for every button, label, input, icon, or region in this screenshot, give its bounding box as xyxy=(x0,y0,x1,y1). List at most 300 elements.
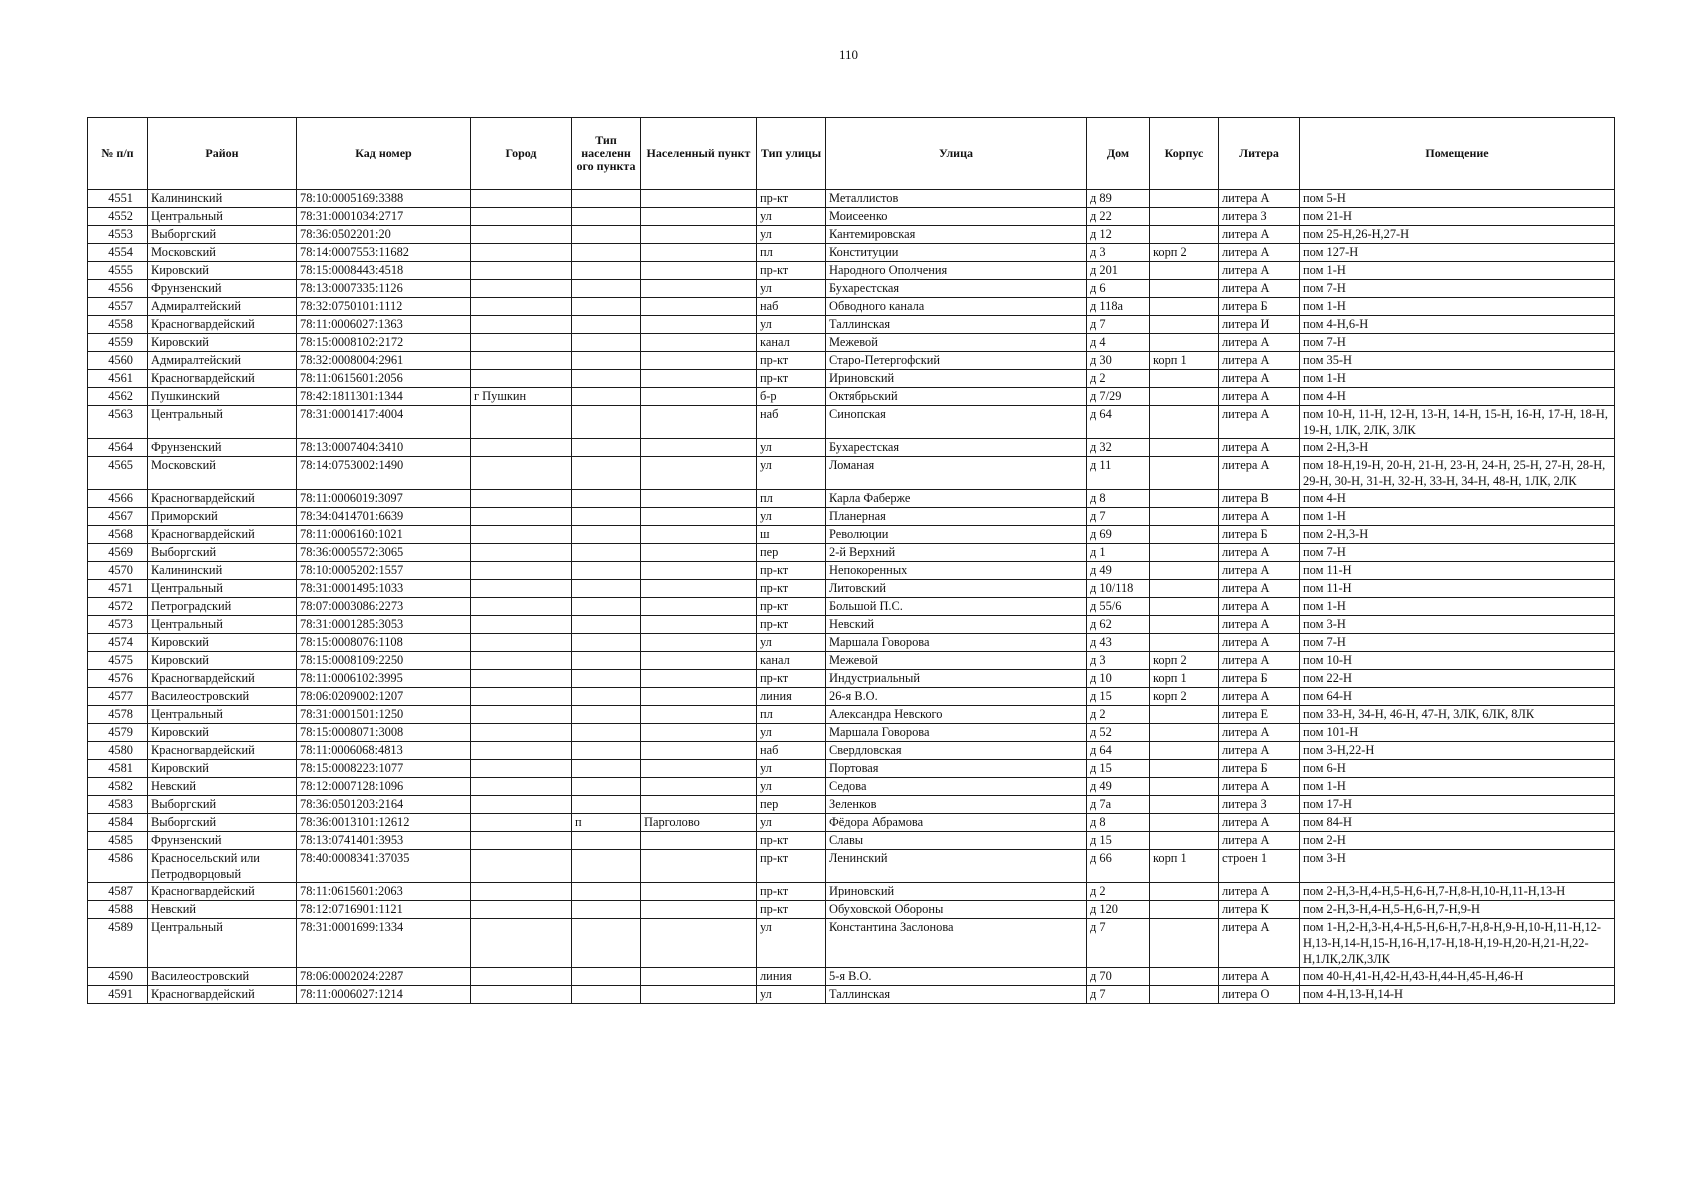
settlement-cell xyxy=(641,919,757,968)
settlement-type-cell xyxy=(572,652,641,670)
street-type-cell: пр-кт xyxy=(757,562,826,580)
district-cell: Кировский xyxy=(148,760,297,778)
street-type-cell: наб xyxy=(757,298,826,316)
street-cell: Зеленков xyxy=(826,796,1087,814)
street-cell: Обводного канала xyxy=(826,298,1087,316)
table-row xyxy=(88,316,1615,334)
premises-cell: пом 127-Н xyxy=(1300,244,1615,262)
street-cell: Карла Фаберже xyxy=(826,490,1087,508)
table-row xyxy=(88,760,1615,778)
street-cell: Константина Заслонова xyxy=(826,919,1087,968)
letter-cell: литера А xyxy=(1219,352,1300,370)
city-cell xyxy=(471,208,572,226)
letter-cell: литера А xyxy=(1219,919,1300,968)
city-cell xyxy=(471,850,572,883)
house-cell: д 10 xyxy=(1087,670,1150,688)
settlement-type-cell xyxy=(572,244,641,262)
settlement-type-cell xyxy=(572,688,641,706)
settlement-type-cell xyxy=(572,316,641,334)
letter-cell: литера Б xyxy=(1219,760,1300,778)
cadastral-number-cell: 78:15:0008443:4518 xyxy=(297,262,471,280)
street-type-cell: ул xyxy=(757,208,826,226)
street-cell: Бухарестская xyxy=(826,439,1087,457)
letter-cell: литера А xyxy=(1219,616,1300,634)
street-type-cell: линия xyxy=(757,968,826,986)
street-type-cell: пр-кт xyxy=(757,352,826,370)
city-cell xyxy=(471,406,572,439)
building-cell: корп 1 xyxy=(1150,850,1219,883)
page-number: 110 xyxy=(838,47,859,62)
table-row xyxy=(88,652,1615,670)
column-header: Литера xyxy=(1219,118,1300,190)
building-cell xyxy=(1150,580,1219,598)
house-cell: д 49 xyxy=(1087,778,1150,796)
settlement-cell xyxy=(641,280,757,298)
street-cell: 26-я В.О. xyxy=(826,688,1087,706)
row-number-cell: 4589 xyxy=(88,919,148,968)
column-header: Кад номер xyxy=(297,118,471,190)
city-cell xyxy=(471,280,572,298)
letter-cell: литера А xyxy=(1219,226,1300,244)
table-row xyxy=(88,370,1615,388)
table-row xyxy=(88,670,1615,688)
premises-cell: пом 17-Н xyxy=(1300,796,1615,814)
cadastral-number-cell: 78:36:0013101:12612 xyxy=(297,814,471,832)
house-cell: д 30 xyxy=(1087,352,1150,370)
street-cell: Маршала Говорова xyxy=(826,634,1087,652)
settlement-type-cell xyxy=(572,406,641,439)
table-row xyxy=(88,562,1615,580)
settlement-type-cell xyxy=(572,883,641,901)
house-cell: д 7 xyxy=(1087,919,1150,968)
column-header: Населенный пункт xyxy=(641,118,757,190)
house-cell: д 66 xyxy=(1087,850,1150,883)
district-cell: Адмиралтейский xyxy=(148,298,297,316)
building-cell xyxy=(1150,616,1219,634)
cadastral-number-cell: 78:11:0006068:4813 xyxy=(297,742,471,760)
row-number-cell: 4558 xyxy=(88,316,148,334)
letter-cell: литера А xyxy=(1219,280,1300,298)
settlement-type-cell xyxy=(572,226,641,244)
cadastral-number-cell: 78:06:0209002:1207 xyxy=(297,688,471,706)
table-row xyxy=(88,352,1615,370)
settlement-cell xyxy=(641,457,757,490)
letter-cell: литера З xyxy=(1219,796,1300,814)
settlement-type-cell xyxy=(572,298,641,316)
district-cell: Петроградский xyxy=(148,598,297,616)
street-type-cell: пр-кт xyxy=(757,901,826,919)
settlement-cell xyxy=(641,262,757,280)
street-cell: Индустриальный xyxy=(826,670,1087,688)
street-type-cell: канал xyxy=(757,334,826,352)
registry-table-container xyxy=(87,117,1614,1004)
settlement-type-cell xyxy=(572,634,641,652)
table-row xyxy=(88,778,1615,796)
table-row xyxy=(88,598,1615,616)
city-cell xyxy=(471,968,572,986)
cadastral-number-cell: 78:11:0006102:3995 xyxy=(297,670,471,688)
row-number-cell: 4585 xyxy=(88,832,148,850)
building-cell xyxy=(1150,439,1219,457)
row-number-cell: 4556 xyxy=(88,280,148,298)
row-number-cell: 4567 xyxy=(88,508,148,526)
letter-cell: литера А xyxy=(1219,742,1300,760)
street-type-cell: ул xyxy=(757,634,826,652)
city-cell xyxy=(471,796,572,814)
street-cell: 2-й Верхний xyxy=(826,544,1087,562)
street-type-cell: пр-кт xyxy=(757,832,826,850)
building-cell xyxy=(1150,406,1219,439)
district-cell: Пушкинский xyxy=(148,388,297,406)
settlement-type-cell xyxy=(572,796,641,814)
premises-cell: пом 1-Н xyxy=(1300,508,1615,526)
table-row xyxy=(88,919,1615,968)
table-row xyxy=(88,883,1615,901)
house-cell: д 4 xyxy=(1087,334,1150,352)
house-cell: д 2 xyxy=(1087,706,1150,724)
cadastral-number-cell: 78:10:0005202:1557 xyxy=(297,562,471,580)
house-cell: д 120 xyxy=(1087,901,1150,919)
cadastral-number-cell: 78:31:0001034:2717 xyxy=(297,208,471,226)
building-cell xyxy=(1150,262,1219,280)
city-cell xyxy=(471,919,572,968)
row-number-cell: 4577 xyxy=(88,688,148,706)
building-cell xyxy=(1150,508,1219,526)
house-cell: д 2 xyxy=(1087,883,1150,901)
building-cell: корп 2 xyxy=(1150,244,1219,262)
premises-cell: пом 1-Н xyxy=(1300,778,1615,796)
district-cell: Красногвардейский xyxy=(148,526,297,544)
settlement-cell xyxy=(641,508,757,526)
building-cell xyxy=(1150,226,1219,244)
letter-cell: литера А xyxy=(1219,688,1300,706)
settlement-type-cell xyxy=(572,457,641,490)
settlement-type-cell xyxy=(572,778,641,796)
house-cell: д 55/6 xyxy=(1087,598,1150,616)
house-cell: д 32 xyxy=(1087,439,1150,457)
city-cell xyxy=(471,742,572,760)
row-number-cell: 4587 xyxy=(88,883,148,901)
house-cell: д 6 xyxy=(1087,280,1150,298)
building-cell xyxy=(1150,208,1219,226)
cadastral-number-cell: 78:42:1811301:1344 xyxy=(297,388,471,406)
street-cell: Славы xyxy=(826,832,1087,850)
district-cell: Фрунзенский xyxy=(148,439,297,457)
district-cell: Фрунзенский xyxy=(148,832,297,850)
house-cell: д 1 xyxy=(1087,544,1150,562)
district-cell: Калининский xyxy=(148,190,297,208)
table-row xyxy=(88,688,1615,706)
settlement-type-cell: п xyxy=(572,814,641,832)
building-cell xyxy=(1150,598,1219,616)
premises-cell: пом 3-Н,22-Н xyxy=(1300,742,1615,760)
street-type-cell: пр-кт xyxy=(757,190,826,208)
settlement-type-cell xyxy=(572,562,641,580)
street-cell: Большой П.С. xyxy=(826,598,1087,616)
house-cell: д 15 xyxy=(1087,760,1150,778)
city-cell xyxy=(471,598,572,616)
settlement-cell xyxy=(641,526,757,544)
house-cell: д 118а xyxy=(1087,298,1150,316)
house-cell: д 89 xyxy=(1087,190,1150,208)
premises-cell: пом 7-Н xyxy=(1300,334,1615,352)
row-number-cell: 4591 xyxy=(88,986,148,1004)
premises-cell: пом 10-Н xyxy=(1300,652,1615,670)
row-number-cell: 4557 xyxy=(88,298,148,316)
premises-cell: пом 101-Н xyxy=(1300,724,1615,742)
district-cell: Выборгский xyxy=(148,544,297,562)
cadastral-number-cell: 78:12:0716901:1121 xyxy=(297,901,471,919)
building-cell xyxy=(1150,814,1219,832)
letter-cell: литера Б xyxy=(1219,526,1300,544)
letter-cell: литера И xyxy=(1219,316,1300,334)
district-cell: Красногвардейский xyxy=(148,986,297,1004)
row-number-cell: 4575 xyxy=(88,652,148,670)
city-cell xyxy=(471,670,572,688)
city-cell xyxy=(471,334,572,352)
cadastral-number-cell: 78:15:0008223:1077 xyxy=(297,760,471,778)
settlement-cell xyxy=(641,580,757,598)
settlement-type-cell xyxy=(572,508,641,526)
settlement-cell xyxy=(641,370,757,388)
house-cell: д 10/118 xyxy=(1087,580,1150,598)
street-type-cell: ул xyxy=(757,986,826,1004)
premises-cell: пом 35-Н xyxy=(1300,352,1615,370)
settlement-type-cell xyxy=(572,760,641,778)
city-cell xyxy=(471,508,572,526)
premises-cell: пом 4-Н xyxy=(1300,490,1615,508)
settlement-type-cell xyxy=(572,280,641,298)
row-number-cell: 4553 xyxy=(88,226,148,244)
letter-cell: литера Е xyxy=(1219,706,1300,724)
premises-cell: пом 1-Н xyxy=(1300,370,1615,388)
premises-cell: пом 33-Н, 34-Н, 46-Н, 47-Н, 3ЛК, 6ЛК, 8ЛК xyxy=(1300,706,1615,724)
letter-cell: литера А xyxy=(1219,598,1300,616)
table-row xyxy=(88,706,1615,724)
street-cell: Портовая xyxy=(826,760,1087,778)
street-cell: Таллинская xyxy=(826,986,1087,1004)
settlement-cell xyxy=(641,562,757,580)
row-number-cell: 4586 xyxy=(88,850,148,883)
district-cell: Красногвардейский xyxy=(148,316,297,334)
letter-cell: литера А xyxy=(1219,439,1300,457)
street-type-cell: ул xyxy=(757,814,826,832)
district-cell: Красногвардейский xyxy=(148,883,297,901)
letter-cell: литера А xyxy=(1219,334,1300,352)
premises-cell: пом 6-Н xyxy=(1300,760,1615,778)
column-header: Тип улицы xyxy=(757,118,826,190)
table-row xyxy=(88,724,1615,742)
settlement-cell xyxy=(641,244,757,262)
street-cell: Ириновский xyxy=(826,370,1087,388)
premises-cell: пом 84-Н xyxy=(1300,814,1615,832)
column-header: Тип населенн ого пункта xyxy=(572,118,641,190)
cadastral-number-cell: 78:36:0005572:3065 xyxy=(297,544,471,562)
settlement-type-cell xyxy=(572,724,641,742)
settlement-cell xyxy=(641,986,757,1004)
column-header: № п/п xyxy=(88,118,148,190)
letter-cell: литера Б xyxy=(1219,670,1300,688)
column-header: Корпус xyxy=(1150,118,1219,190)
table-row xyxy=(88,226,1615,244)
city-cell xyxy=(471,652,572,670)
settlement-cell xyxy=(641,598,757,616)
table-row xyxy=(88,280,1615,298)
letter-cell: литера О xyxy=(1219,986,1300,1004)
district-cell: Центральный xyxy=(148,616,297,634)
row-number-cell: 4562 xyxy=(88,388,148,406)
table-row xyxy=(88,457,1615,490)
cadastral-number-cell: 78:31:0001417:4004 xyxy=(297,406,471,439)
table-row xyxy=(88,986,1615,1004)
letter-cell: литера А xyxy=(1219,262,1300,280)
row-number-cell: 4590 xyxy=(88,968,148,986)
street-cell: Межевой xyxy=(826,652,1087,670)
district-cell: Адмиралтейский xyxy=(148,352,297,370)
settlement-cell xyxy=(641,634,757,652)
settlement-type-cell xyxy=(572,370,641,388)
building-cell xyxy=(1150,457,1219,490)
row-number-cell: 4563 xyxy=(88,406,148,439)
cadastral-number-cell: 78:15:0008071:3008 xyxy=(297,724,471,742)
column-header: Дом xyxy=(1087,118,1150,190)
building-cell: корп 2 xyxy=(1150,688,1219,706)
table-row xyxy=(88,580,1615,598)
street-cell: Синопская xyxy=(826,406,1087,439)
street-cell: Непокоренных xyxy=(826,562,1087,580)
district-cell: Московский xyxy=(148,457,297,490)
house-cell: д 8 xyxy=(1087,814,1150,832)
settlement-cell xyxy=(641,544,757,562)
street-type-cell: ул xyxy=(757,724,826,742)
settlement-type-cell xyxy=(572,616,641,634)
table-row xyxy=(88,298,1615,316)
district-cell: Василеостровский xyxy=(148,688,297,706)
house-cell: д 62 xyxy=(1087,616,1150,634)
settlement-type-cell xyxy=(572,262,641,280)
settlement-cell xyxy=(641,616,757,634)
street-cell: Литовский xyxy=(826,580,1087,598)
district-cell: Центральный xyxy=(148,919,297,968)
settlement-cell xyxy=(641,724,757,742)
street-type-cell: канал xyxy=(757,652,826,670)
row-number-cell: 4565 xyxy=(88,457,148,490)
cadastral-number-cell: 78:15:0008109:2250 xyxy=(297,652,471,670)
cadastral-number-cell: 78:36:0501203:2164 xyxy=(297,796,471,814)
cadastral-number-cell: 78:15:0008102:2172 xyxy=(297,334,471,352)
table-row xyxy=(88,526,1615,544)
district-cell: Кировский xyxy=(148,334,297,352)
street-cell: Старо-Петергофский xyxy=(826,352,1087,370)
settlement-cell xyxy=(641,742,757,760)
street-cell: Октябрьский xyxy=(826,388,1087,406)
cadastral-number-cell: 78:15:0008076:1108 xyxy=(297,634,471,652)
city-cell xyxy=(471,706,572,724)
district-cell: Невский xyxy=(148,778,297,796)
city-cell xyxy=(471,778,572,796)
building-cell xyxy=(1150,280,1219,298)
settlement-type-cell xyxy=(572,490,641,508)
premises-cell: пом 10-Н, 11-Н, 12-Н, 13-Н, 14-Н, 15-Н, 16-Н, 17-Н, 18-Н, 19-Н, 1ЛК, 2ЛК, 3ЛК xyxy=(1300,406,1615,439)
row-number-cell: 4579 xyxy=(88,724,148,742)
row-number-cell: 4573 xyxy=(88,616,148,634)
city-cell xyxy=(471,244,572,262)
table-row xyxy=(88,968,1615,986)
settlement-type-cell xyxy=(572,850,641,883)
street-type-cell: наб xyxy=(757,742,826,760)
house-cell: д 7 xyxy=(1087,316,1150,334)
row-number-cell: 4576 xyxy=(88,670,148,688)
house-cell: д 49 xyxy=(1087,562,1150,580)
street-type-cell: б-р xyxy=(757,388,826,406)
table-row xyxy=(88,634,1615,652)
table-row xyxy=(88,901,1615,919)
premises-cell: пом 4-Н,13-Н,14-Н xyxy=(1300,986,1615,1004)
settlement-cell xyxy=(641,883,757,901)
row-number-cell: 4580 xyxy=(88,742,148,760)
letter-cell: литера А xyxy=(1219,370,1300,388)
street-type-cell: ул xyxy=(757,439,826,457)
house-cell: д 15 xyxy=(1087,832,1150,850)
letter-cell: литера В xyxy=(1219,490,1300,508)
table-row xyxy=(88,439,1615,457)
building-cell xyxy=(1150,544,1219,562)
row-number-cell: 4572 xyxy=(88,598,148,616)
row-number-cell: 4588 xyxy=(88,901,148,919)
city-cell xyxy=(471,457,572,490)
settlement-type-cell xyxy=(572,580,641,598)
city-cell xyxy=(471,901,572,919)
cadastral-number-cell: 78:31:0001495:1033 xyxy=(297,580,471,598)
settlement-cell xyxy=(641,706,757,724)
district-cell: Красногвардейский xyxy=(148,742,297,760)
street-cell: Революции xyxy=(826,526,1087,544)
building-cell: корп 2 xyxy=(1150,652,1219,670)
district-cell: Калининский xyxy=(148,562,297,580)
cadastral-number-cell: 78:14:0753002:1490 xyxy=(297,457,471,490)
city-cell xyxy=(471,526,572,544)
settlement-type-cell xyxy=(572,598,641,616)
building-cell: корп 1 xyxy=(1150,670,1219,688)
street-cell: Ленинский xyxy=(826,850,1087,883)
building-cell xyxy=(1150,190,1219,208)
settlement-cell xyxy=(641,796,757,814)
table-header-row xyxy=(88,118,1615,190)
district-cell: Красногвардейский xyxy=(148,490,297,508)
premises-cell: пом 11-Н xyxy=(1300,562,1615,580)
street-cell: Фёдора Абрамова xyxy=(826,814,1087,832)
table-row xyxy=(88,208,1615,226)
settlement-type-cell xyxy=(572,208,641,226)
settlement-cell xyxy=(641,968,757,986)
street-type-cell: ул xyxy=(757,508,826,526)
settlement-cell xyxy=(641,850,757,883)
table-row xyxy=(88,508,1615,526)
street-cell: Межевой xyxy=(826,334,1087,352)
row-number-cell: 4578 xyxy=(88,706,148,724)
district-cell: Кировский xyxy=(148,652,297,670)
settlement-cell xyxy=(641,226,757,244)
district-cell: Выборгский xyxy=(148,226,297,244)
house-cell: д 201 xyxy=(1087,262,1150,280)
letter-cell: литера А xyxy=(1219,406,1300,439)
row-number-cell: 4582 xyxy=(88,778,148,796)
letter-cell: литера Б xyxy=(1219,298,1300,316)
city-cell xyxy=(471,226,572,244)
settlement-type-cell xyxy=(572,544,641,562)
cadastral-number-cell: 78:06:0002024:2287 xyxy=(297,968,471,986)
premises-cell: пом 1-Н xyxy=(1300,598,1615,616)
